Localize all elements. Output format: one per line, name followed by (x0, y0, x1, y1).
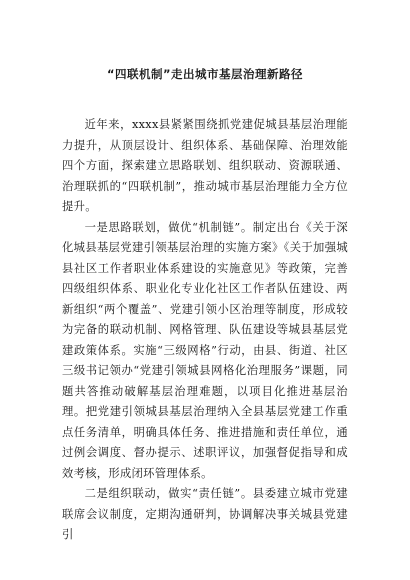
document-title: “四联机制”走出城市基层治理新路径 (106, 67, 304, 81)
paragraph-intro: 近年来，xxxx县紧紧围绕抓党建促城县基层治理能力提升，从顶层设计、组织体系、基础保障、治理效能四个方面，探索建立思路联划、组织联动、资源联通、治理联抓的“四联机制”，推动城市基层治理能力全方位提升。 (62, 118, 348, 213)
paragraph-2: 二是组织联动，做实“责任链”。县委建立城市党建联席会议制度，定期沟通研判，协调解决事关城县党建引 (62, 487, 348, 541)
paragraph-1: 一是思路联划，做优“机制链”。制定出台《关于深化城县基层党建引领基层治理的实施方案》《关于加强城县社区工作者职业体系建设的实施意见》等政策，完善四级组织体系、职业化专业化社区工作者队伍建设、两新组织“两个覆盖”、党建引领小区治理等制度，形成较为完备的联动机制、网格管理、队伍建设等城县基层党建政策体系。实施“三级网格”行动，由县、街道、社区三级书记领办“党建引领城县网格化治理服务”课题，同题共答推动破解基层治理难题，以项目化推进基层治理。把党建引领城县基层治理纳入全县基层党建工作重点任务清单，明确具体任务、推进措施和责任单位，通过例会调度、督办提示、述职评议，加强督促指导和成效考核，形成闭环管理体系。 (62, 220, 348, 480)
document-body (62, 115, 348, 546)
